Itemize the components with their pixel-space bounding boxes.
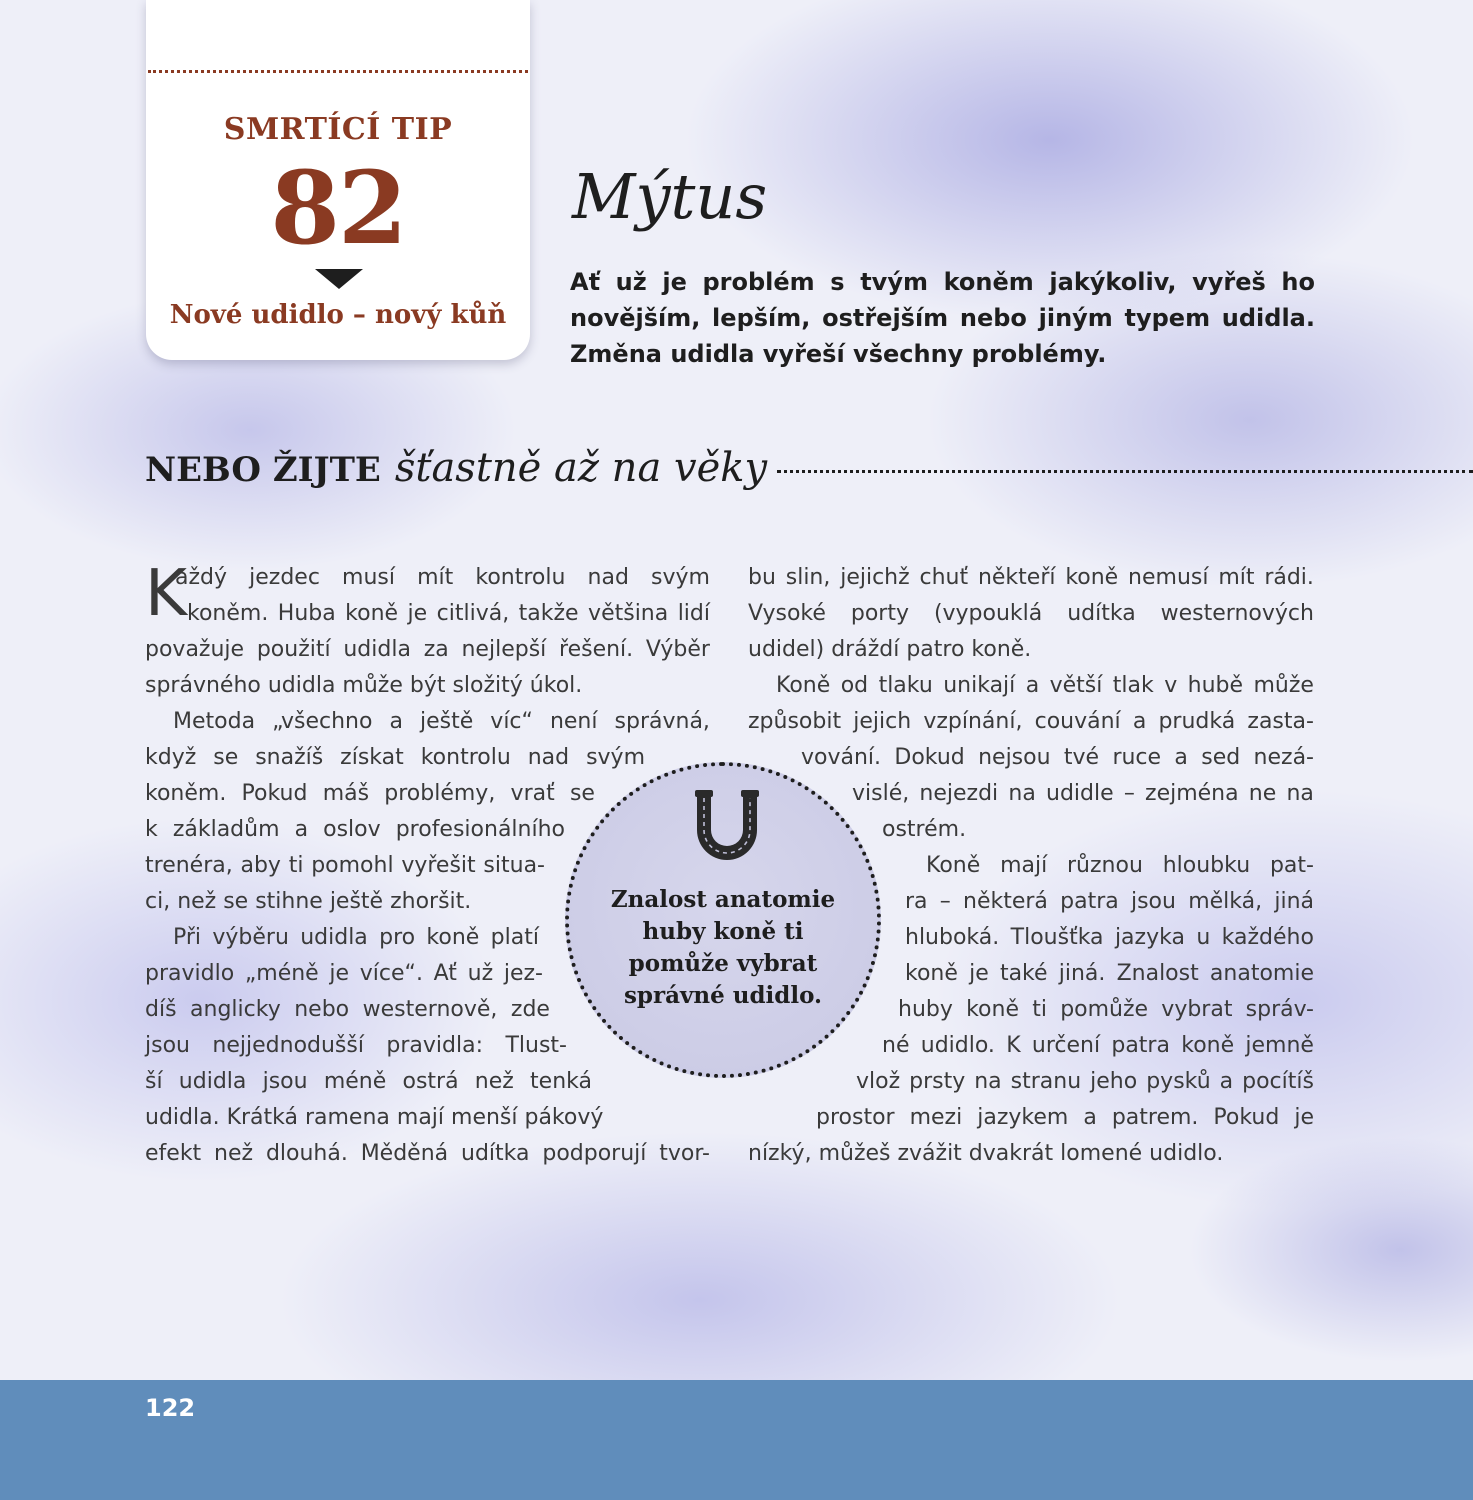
body-line: způsobit jejich vzpínání, couvání a prudká zasta- bbox=[748, 709, 1314, 734]
body-line: ostrém. bbox=[882, 817, 967, 842]
body-line: koněm. Pokud máš problémy, vrať se bbox=[145, 781, 595, 806]
body-line: k základům a oslov profesionálního bbox=[145, 817, 565, 842]
body-line: aždý jezdec musí mít kontrolu nad svým bbox=[175, 565, 710, 590]
body-line: Koně mají různou hloubku pat- bbox=[926, 853, 1314, 878]
callout-text: Znalost anatomie huby koně ti pomůže vybrat správné udidlo. bbox=[610, 886, 836, 1009]
body-line: jsou nejjednodušší pravidla: Tlust- bbox=[145, 1033, 567, 1058]
body-line: nízký, můžeš zvážit dvakrát lomené udidlo. bbox=[748, 1141, 1224, 1166]
body-line: koněm. Huba koně je citlivá, takže většina lidí bbox=[187, 601, 710, 626]
body-line: vlož prsty na stranu jeho pysků a pocítíš bbox=[856, 1069, 1314, 1094]
body-line: pravidlo „méně je více“. Ať už jez- bbox=[145, 961, 543, 986]
horseshoe-icon bbox=[687, 788, 767, 868]
body-line: považuje použití udidla za nejlepší řešení. Výběr bbox=[145, 637, 710, 662]
tip-number: 82 bbox=[270, 149, 406, 267]
page-number: 122 bbox=[145, 1394, 196, 1422]
tip-label: SMRTÍCÍ TIP bbox=[223, 112, 453, 147]
body-line: správného udidla může být složitý úkol. bbox=[145, 673, 583, 698]
drop-cap: K bbox=[145, 557, 187, 631]
body-line: prostor mezi jazykem a patrem. Pokud je bbox=[816, 1105, 1314, 1130]
tip-dotted-divider bbox=[148, 70, 528, 73]
myth-text: Ať už je problém s tvým koněm jakýkoliv, vyřeš ho novějším, lepším, ostřejším nebo jiným typem udidla. Změna udidla vyřeší všechny problémy. bbox=[570, 268, 1315, 368]
body-line: trenéra, aby ti pomohl vyřešit situa- bbox=[145, 853, 545, 878]
tip-card bbox=[146, 0, 530, 360]
body-line: udidel) dráždí patro koně. bbox=[748, 637, 1032, 662]
body-line: díš anglicky nebo westernově, zde bbox=[145, 997, 550, 1022]
section-dotted-leader bbox=[777, 470, 1473, 473]
body-line: vování. Dokud nejsou tvé ruce a sed nezá- bbox=[801, 745, 1314, 770]
callout-circle bbox=[565, 762, 881, 1078]
body-line: bu slin, jejichž chuť někteří koně nemusí mít rádi. bbox=[748, 565, 1314, 590]
body-line: huby koně ti pomůže vybrat správ- bbox=[898, 997, 1314, 1022]
body-line: Vysoké porty (vypouklá udítka westernových bbox=[748, 601, 1314, 626]
body-line: Metoda „všechno a ještě víc“ není správná, bbox=[173, 709, 710, 734]
body-line: koně je také jiná. Znalost anatomie bbox=[905, 961, 1314, 986]
footer-bar bbox=[0, 1380, 1473, 1500]
body-line: hluboká. Tloušťka jazyka u každého bbox=[905, 925, 1314, 950]
triangle-down-icon bbox=[315, 269, 363, 289]
body-line: né udidlo. K určení patra koně jemně bbox=[882, 1033, 1314, 1058]
section-heading-script: šťastně až na věky bbox=[394, 445, 768, 491]
body-line: ší udidla jsou méně ostrá než tenká bbox=[145, 1069, 592, 1094]
body-line: efekt než dlouhá. Měděná udítka podporují tvor- bbox=[145, 1141, 710, 1166]
body-line: ra – některá patra jsou mělká, jiná bbox=[905, 889, 1314, 914]
body-line: Koně od tlaku unikají a větší tlak v hubě může bbox=[776, 673, 1314, 698]
section-heading-bold: NEBO ŽIJTE bbox=[145, 450, 381, 490]
body-line: když se snažíš získat kontrolu nad svým bbox=[145, 745, 645, 770]
body-line: vislé, nejezdi na udidle – zejména ne na bbox=[852, 781, 1314, 806]
body-line: udidla. Krátká ramena mají menší pákový bbox=[145, 1105, 604, 1130]
body-line: ci, než se stihne ještě zhoršit. bbox=[145, 889, 472, 914]
body-line: Při výběru udidla pro koně platí bbox=[173, 925, 539, 950]
tip-subtitle: Nové udidlo – nový kůň bbox=[169, 300, 507, 330]
section-heading bbox=[145, 445, 1473, 491]
myth-heading: Mýtus bbox=[572, 160, 768, 233]
